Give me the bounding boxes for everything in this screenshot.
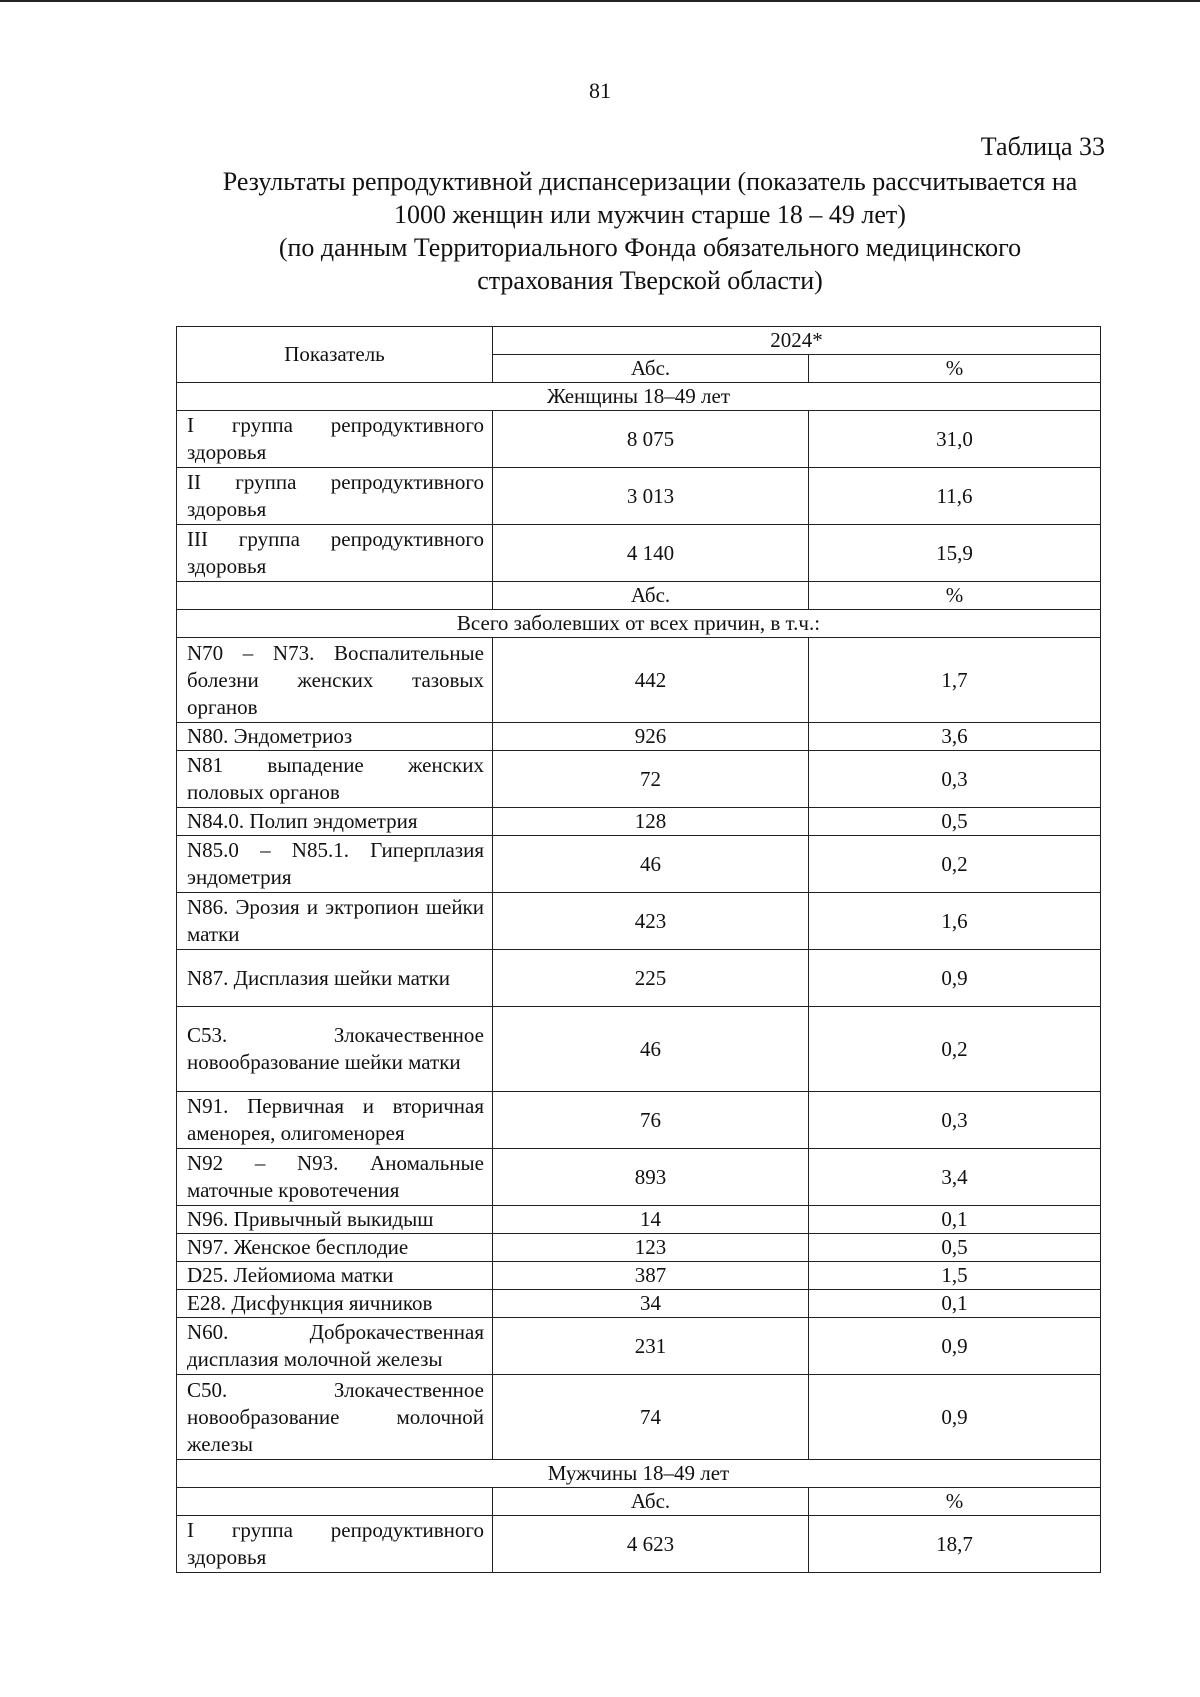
row-indicator: II группа репродуктивного здоровья (177, 468, 493, 525)
empty-cell (177, 582, 493, 610)
table-row (177, 751, 1101, 808)
row-abs: 387 (493, 1262, 809, 1290)
table-row (177, 468, 1101, 525)
row-indicator: N97. Женское бесплодие (177, 1234, 493, 1262)
data-table (176, 326, 1101, 1573)
row-pct: 18,7 (809, 1516, 1101, 1573)
table-row (177, 638, 1101, 723)
section-row (177, 383, 1101, 411)
row-indicator: N91. Первичная и вторичная аменорея, олигоменорея (177, 1092, 493, 1149)
row-indicator: N86. Эрозия и эктропион шейки матки (177, 893, 493, 950)
table-row (177, 411, 1101, 468)
row-abs: 123 (493, 1234, 809, 1262)
table-row (177, 808, 1101, 836)
table-label: Таблица 33 (980, 132, 1105, 161)
diseases-title: Всего заболевших от всех причин, в т.ч.: (177, 610, 1101, 638)
header-pct: % (809, 355, 1101, 383)
subheader-row (177, 1488, 1101, 1516)
row-abs: 74 (493, 1375, 809, 1460)
row-indicator: N96. Привычный выкидыш (177, 1206, 493, 1234)
table-row (177, 723, 1101, 751)
section-women: Женщины 18–49 лет (177, 383, 1101, 411)
row-indicator: С50. Злокачественное новообразование молочной железы (177, 1375, 493, 1460)
row-pct: 0,1 (809, 1290, 1101, 1318)
empty-cell (177, 1488, 493, 1516)
row-indicator: D25. Лейомиома матки (177, 1262, 493, 1290)
row-indicator: I группа репродуктивного здоровья (177, 411, 493, 468)
header-indicator: Показатель (177, 327, 493, 383)
table-row (177, 1007, 1101, 1092)
header-abs: Абс. (493, 355, 809, 383)
row-pct: 1,5 (809, 1262, 1101, 1290)
row-indicator: N87. Дисплазия шейки матки (177, 950, 493, 1007)
title-line: (по данным Территориального Фонда обязательного медицинского (278, 233, 1022, 262)
row-indicator: N60. Доброкачественная дисплазия молочной железы (177, 1318, 493, 1375)
title-line: Результаты репродуктивной диспансеризации (показатель рассчитывается на (222, 167, 1078, 196)
row-indicator: N81 выпадение женских половых органов (177, 751, 493, 808)
row-abs: 128 (493, 808, 809, 836)
section-row (177, 1460, 1101, 1488)
row-pct: 0,3 (809, 1092, 1101, 1149)
row-pct: 3,4 (809, 1149, 1101, 1206)
table-row (177, 1149, 1101, 1206)
row-pct: 0,2 (809, 836, 1101, 893)
table-row (177, 893, 1101, 950)
row-pct: 0,1 (809, 1206, 1101, 1234)
row-abs: 3 013 (493, 468, 809, 525)
row-abs: 423 (493, 893, 809, 950)
subheader-pct: % (809, 582, 1101, 610)
row-abs: 4 140 (493, 525, 809, 582)
row-abs: 46 (493, 1007, 809, 1092)
row-indicator: N80. Эндометриоз (177, 723, 493, 751)
row-pct: 15,9 (809, 525, 1101, 582)
row-indicator: N84.0. Полип эндометрия (177, 808, 493, 836)
row-abs: 46 (493, 836, 809, 893)
section-row (177, 610, 1101, 638)
row-abs: 72 (493, 751, 809, 808)
row-pct: 0,5 (809, 808, 1101, 836)
row-pct: 3,6 (809, 723, 1101, 751)
row-abs: 893 (493, 1149, 809, 1206)
row-indicator: С53. Злокачественное новообразование шейки матки (177, 1007, 493, 1092)
row-abs: 926 (493, 723, 809, 751)
title-line: 1000 женщин или мужчин старше 18 – 49 лет) (394, 200, 906, 229)
row-indicator: I группа репродуктивного здоровья (177, 1516, 493, 1573)
row-indicator: Е28. Дисфункция яичников (177, 1290, 493, 1318)
row-pct: 11,6 (809, 468, 1101, 525)
row-abs: 8 075 (493, 411, 809, 468)
row-pct: 1,7 (809, 638, 1101, 723)
row-abs: 14 (493, 1206, 809, 1234)
row-pct: 0,3 (809, 751, 1101, 808)
subheader-row (177, 582, 1101, 610)
row-abs: 442 (493, 638, 809, 723)
title-line: страхования Тверской области) (477, 266, 823, 295)
row-pct: 0,2 (809, 1007, 1101, 1092)
row-abs: 34 (493, 1290, 809, 1318)
subheader-abs: Абс. (493, 582, 809, 610)
row-pct: 0,5 (809, 1234, 1101, 1262)
subheader-abs: Абс. (493, 1488, 809, 1516)
row-pct: 31,0 (809, 411, 1101, 468)
row-abs: 231 (493, 1318, 809, 1375)
row-indicator: N85.0 – N85.1. Гиперплазия эндометрия (177, 836, 493, 893)
table-title (170, 165, 1130, 297)
row-indicator: N92 – N93. Аномальные маточные кровотечения (177, 1149, 493, 1206)
table-row (177, 1206, 1101, 1234)
table-row (177, 1262, 1101, 1290)
page-top-border (0, 0, 1200, 2)
table-row (177, 950, 1101, 1007)
table-row (177, 1092, 1101, 1149)
table-row (177, 1516, 1101, 1573)
row-indicator: III группа репродуктивного здоровья (177, 525, 493, 582)
table-row (177, 1318, 1101, 1375)
table-row (177, 1290, 1101, 1318)
row-abs: 76 (493, 1092, 809, 1149)
subheader-pct: % (809, 1488, 1101, 1516)
row-pct: 0,9 (809, 1375, 1101, 1460)
row-pct: 1,6 (809, 893, 1101, 950)
row-abs: 225 (493, 950, 809, 1007)
table-row (177, 1375, 1101, 1460)
table-row (177, 836, 1101, 893)
table-row (177, 1234, 1101, 1262)
page-number: 81 (589, 78, 611, 103)
row-abs: 4 623 (493, 1516, 809, 1573)
row-pct: 0,9 (809, 950, 1101, 1007)
section-men: Мужчины 18–49 лет (177, 1460, 1101, 1488)
header-year: 2024* (493, 327, 1101, 355)
header-row (177, 327, 1101, 355)
row-indicator: N70 – N73. Воспалительные болезни женских тазовых органов (177, 638, 493, 723)
row-pct: 0,9 (809, 1318, 1101, 1375)
table-row (177, 525, 1101, 582)
